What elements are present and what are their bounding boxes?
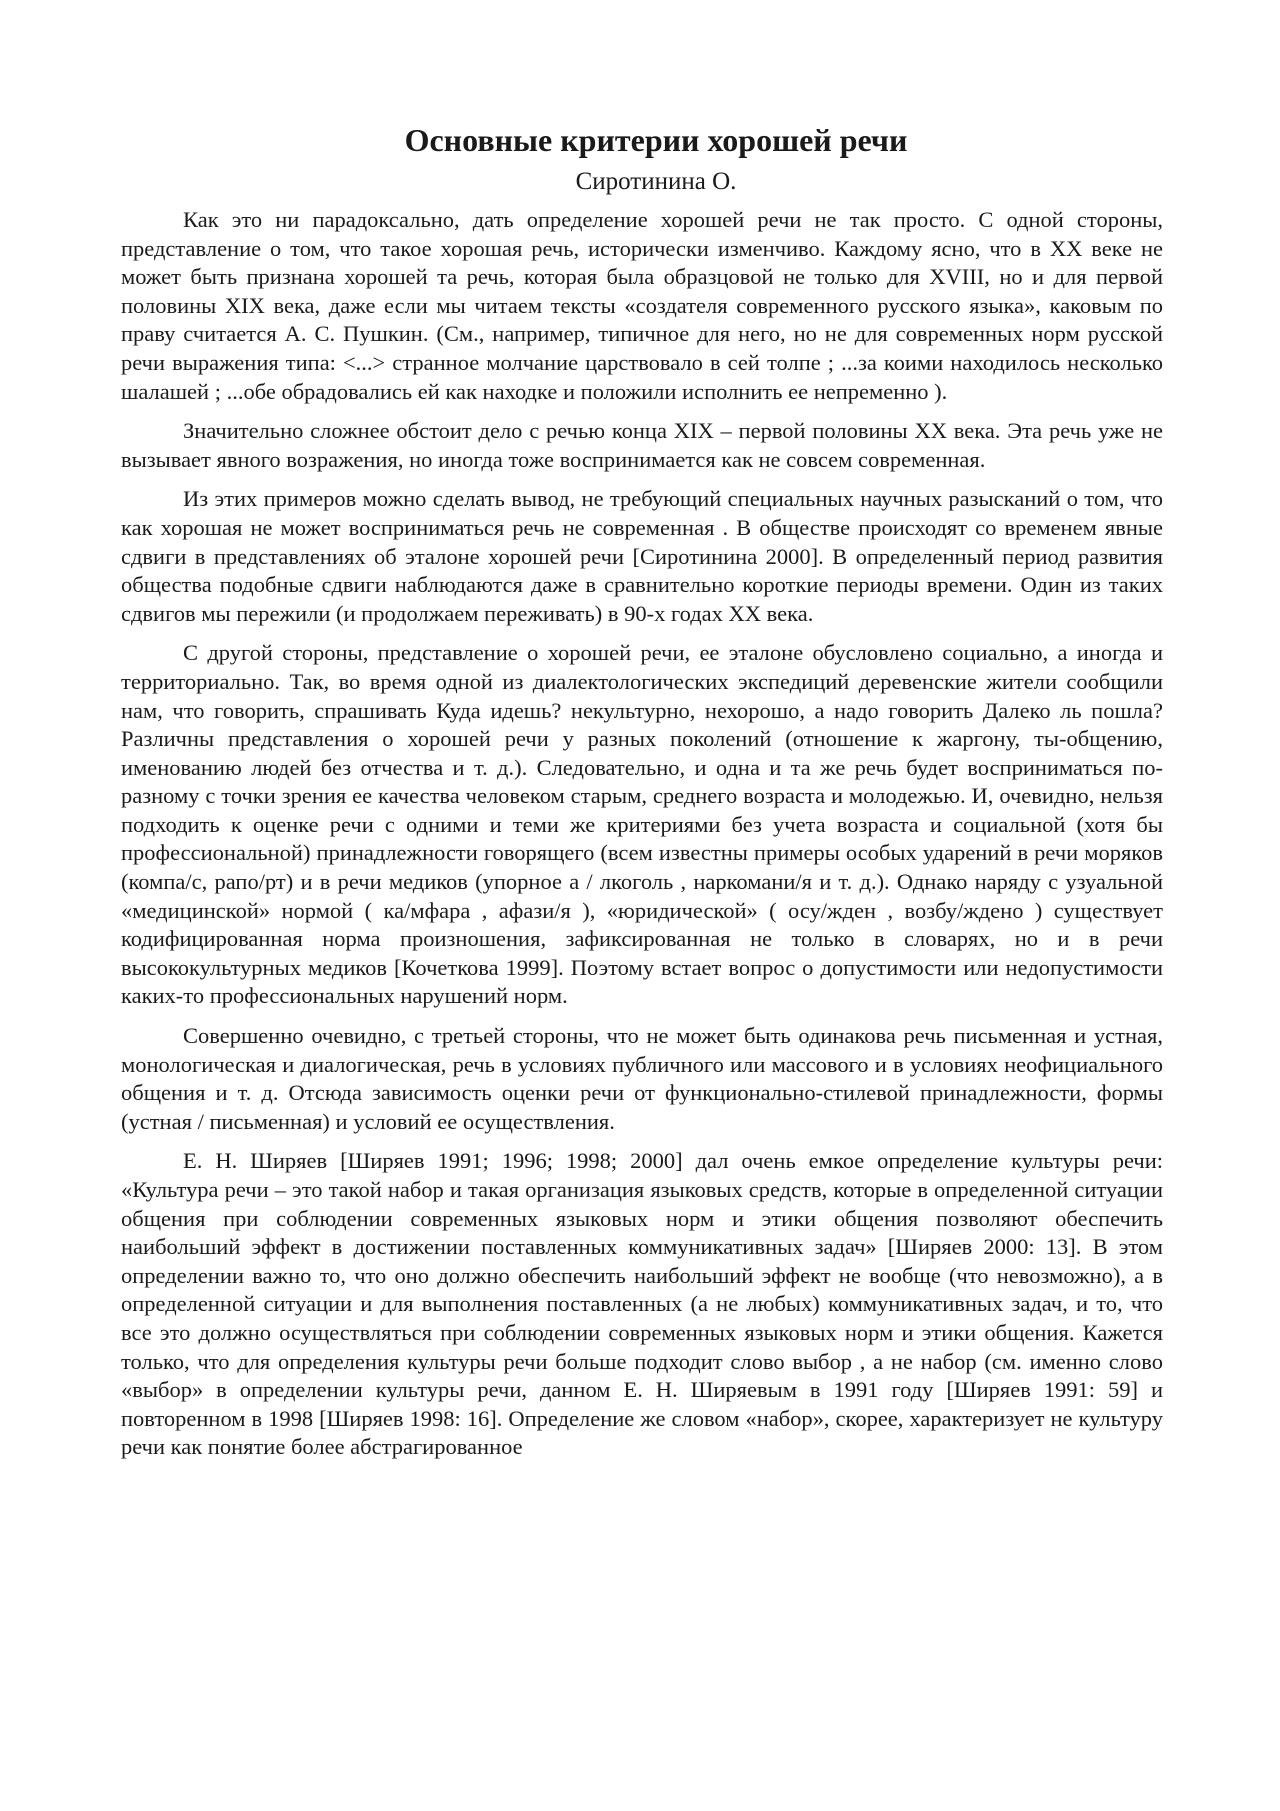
paragraph-1: Как это ни парадоксально, дать определение хорошей речи не так просто. С одной стороны, представление о том, что такое хорошая речь, исторически изменчиво. Каждому ясно, что в XX веке не может быть признана хорошей та речь, которая была образцовой не только для XVIII, но и для первой половины XIX века, даже если мы читаем тексты «создателя современного русского языка», каковым по праву считается А. С. Пушкин. (См., например, типичное для него, но не для современных норм русской речи выражения типа: <...> странное молчание царствовало в сей толпе ; ...за коими находилось несколько шалашей ; ...обе обрадовались ей как находке и положили исполнить ее непременно ). [121,207,1163,404]
paragraph-2: Значительно сложнее обстоит дело с речью конца XIX – первой половины XX века. Эта речь уже не вызывает явного возражения, но иногда тоже воспринимается как не совсем современная. [121,418,1163,472]
paragraph-4: С другой стороны, представление о хорошей речи, ее эталоне обусловлено социально, а иногда и территориально. Так, во время одной из диалектологических экспедиций деревенские жители сообщили нам, что говорить, спрашивать Куда идешь? некультурно, нехорошо, а надо говорить Далеко ль пошла? Различны представления о хорошей речи у разных поколений (отношение к жаргону, ты-общению, именованию людей без отчества и т. д.). Следовательно, и одна и та же речь будет восприниматься по-разному с точки зрения ее качества человеком старым, среднего возраста и молодежью. И, очевидно, нельзя подходить к оценке речи с одними и теми же критериями без учета возраста и социальной (хотя бы профессиональной) принадлежности говорящего (всем известны примеры особых ударений в речи моряков (компа/с, рапо/рт) и в речи медиков (упорное а / лкоголь , наркомани/я и т. д.). Однако наряду с узуальной «медицинской» нормой ( ка/мфара , афази/я ), «юридической» ( осу/жден , возбу/ждено ) существует кодифицированная норма произношения, зафиксированная не только в словарях, но и в речи высококультурных медиков [Кочеткова 1999]. Поэтому встает вопрос о допустимости или недопустимости каких-то профессиональных нарушений норм. [121,640,1163,1009]
document-title: Основные критерии хорошей речи [404,122,908,158]
paragraph-3: Из этих примеров можно сделать вывод, не требующий специальных научных разысканий о том, что как хорошая не может восприниматься речь не современная . В обществе происходят со временем явные сдвиги в представлениях об эталоне хорошей речи [Сиротинина 2000]. В определенный период развития общества подобные сдвиги наблюдаются даже в сравнительно короткие периоды времени. Один из таких сдвигов мы пережили (и продолжаем переживать) в 90-х годах XX века. [121,486,1163,626]
paragraph-6: Е. Н. Ширяев [Ширяев 1991; 1996; 1998; 2000] дал очень емкое определение культуры речи: «Культура речи – это такой набор и такая организация языковых средств, которые в определенной ситуации общения при соблюдении современных языковых норм и этики общения позволяют обеспечить наибольший эффект в достижении поставленных коммуникативных задач» [Ширяев 2000: 13]. В этом определении важно то, что оно должно обеспечить наибольший эффект не вообще (что невозможно), а в определенной ситуации и для выполнения поставленных (а не любых) коммуникативных задач, и то, что все это должно осуществляться при соблюдении современных языковых норм и этики общения. Кажется только, что для определения культуры речи больше подходит слово выбор , а не набор (см. именно слово «выбор» в определении культуры речи, данном Е. Н. Ширяевым в 1991 году [Ширяев 1991: 59] и повторенном в 1998 [Ширяев 1998: 16]. Определение же словом «набор», скорее, характеризует не культуру речи как понятие более абстрагированное [121,1148,1163,1460]
paragraph-5: Совершенно очевидно, с третьей стороны, что не может быть одинакова речь письменная и устная, монологическая и диалогическая, речь в условиях публичного или массового и в условиях неофициального общения и т. д. Отсюда зависимость оценки речи от функционально-стилевой принадлежности, формы (устная / письменная) и условий ее осуществления. [121,1023,1163,1134]
document-author: Сиротинина О. [575,168,737,195]
document-page [121,118,1163,1473]
